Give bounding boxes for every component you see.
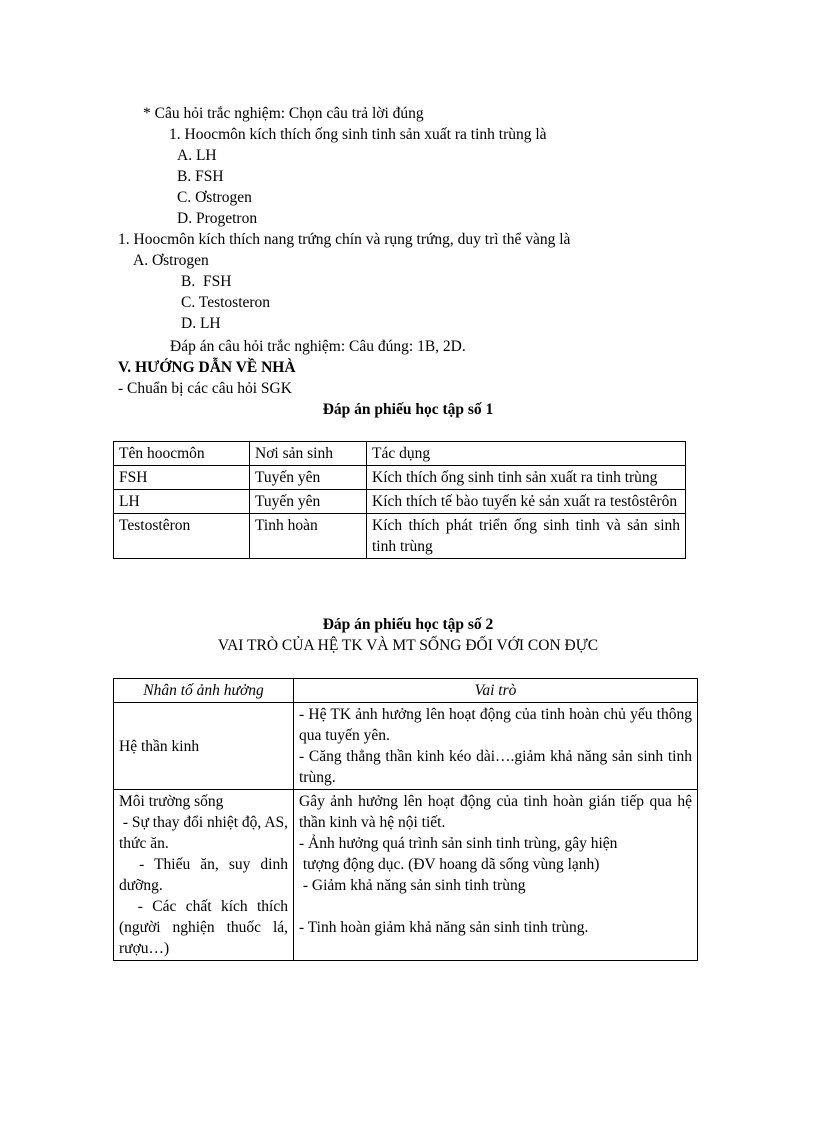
q2-option-a: A. Ơstrogen bbox=[133, 252, 209, 269]
role-line: - Ảnh hưởng quá trình sản sinh tinh trùng, gây hiện bbox=[299, 835, 618, 852]
effect-cell: Kích thích phát triển ống sinh tinh và sản sinh tinh trùng bbox=[367, 514, 686, 559]
table-row bbox=[114, 790, 698, 961]
table-row bbox=[114, 703, 698, 790]
hormone-cell: LH bbox=[114, 490, 250, 514]
factor-line: - Sự thay đổi nhiệt độ, AS, thức ăn. bbox=[119, 814, 292, 852]
role-line: - Giảm khả năng sản sinh tinh trùng bbox=[299, 877, 526, 894]
header-factor: Nhân tố ảnh hưởng bbox=[114, 679, 294, 703]
sheet-2-title: Đáp án phiếu học tập số 2 bbox=[322, 616, 494, 633]
table-row bbox=[114, 514, 686, 559]
section-5-item: - Chuẩn bị các câu hỏi SGK bbox=[118, 380, 292, 397]
hormone-cell: Testostêron bbox=[114, 514, 250, 559]
q1-option-c: C. Ơstrogen bbox=[177, 189, 252, 206]
sheet-1-title: Đáp án phiếu học tập số 1 bbox=[322, 401, 494, 418]
role-line: tượng động dục. (ĐV hoang dã sống vùng lạnh) bbox=[299, 856, 600, 873]
header-effect: Tác dụng bbox=[367, 442, 686, 466]
header-production-site: Nơi sản sinh bbox=[250, 442, 367, 466]
quiz-answer: Đáp án câu hỏi trắc nghiệm: Câu đúng: 1B, 2D. bbox=[170, 338, 466, 355]
table-header-row bbox=[114, 679, 698, 703]
section-5-title: V. HƯỚNG DẪN VỀ NHÀ bbox=[118, 359, 296, 376]
table-row bbox=[114, 490, 686, 514]
site-cell: Tuyến yên bbox=[250, 466, 367, 490]
role-cell bbox=[294, 790, 698, 961]
role-line: - Tinh hoàn giảm khả năng sản sinh tinh trùng. bbox=[299, 919, 589, 936]
sheet-2-subtitle: VAI TRÒ CỦA HỆ TK VÀ MT SỐNG ĐỐI VỚI CON ĐỰC bbox=[217, 637, 599, 654]
factor-cell: Hệ thần kinh bbox=[114, 703, 294, 790]
table-row bbox=[114, 466, 686, 490]
hormone-cell: FSH bbox=[114, 466, 250, 490]
q2-option-b: B. FSH bbox=[181, 273, 232, 290]
q1-option-d: D. Progetron bbox=[177, 210, 258, 227]
question-2: 1. Hoocmôn kích thích nang trứng chín và rụng trứng, duy trì thể vàng là bbox=[118, 231, 571, 248]
question-1: 1. Hoocmôn kích thích ống sinh tinh sản xuất ra tinh trùng là bbox=[169, 126, 547, 143]
q2-option-d: D. LH bbox=[181, 315, 221, 332]
role-line: - Hệ TK ảnh hưởng lên hoạt động của tinh hoàn chủ yếu thông qua tuyến yên. bbox=[299, 706, 692, 744]
header-role: Vai trò bbox=[294, 679, 698, 703]
factor-cell bbox=[114, 790, 294, 961]
factor-line: - Các chất kích thích (người nghiện thuốc lá, rượu…) bbox=[119, 898, 292, 957]
q1-option-b: B. FSH bbox=[177, 168, 224, 185]
header-hormone-name: Tên hoocmôn bbox=[114, 442, 250, 466]
sheet-1-table bbox=[113, 441, 686, 559]
table-header-row bbox=[114, 442, 686, 466]
site-cell: Tinh hoàn bbox=[250, 514, 367, 559]
factor-line: - Thiếu ăn, suy dinh dưỡng. bbox=[119, 856, 292, 894]
effect-cell: Kích thích ống sinh tinh sản xuất ra tinh trùng bbox=[367, 466, 686, 490]
factor-line: Môi trường sống bbox=[119, 793, 224, 810]
sheet-2-table bbox=[113, 678, 698, 961]
effect-cell: Kích thích tế bào tuyến kẻ sản xuất ra testôstêrôn bbox=[367, 490, 686, 514]
role-line: Gây ảnh hưởng lên hoạt động của tinh hoàn gián tiếp qua hệ thần kinh và hệ nội tiết. bbox=[299, 793, 692, 831]
q2-option-c: C. Testosteron bbox=[181, 294, 271, 311]
quiz-heading: * Câu hỏi trắc nghiệm: Chọn câu trả lời đúng bbox=[143, 105, 424, 122]
role-line: - Căng thẳng thần kinh kéo dài….giảm khả năng sản sinh tinh trùng. bbox=[299, 748, 692, 786]
role-cell bbox=[294, 703, 698, 790]
q1-option-a: A. LH bbox=[177, 147, 217, 164]
site-cell: Tuyến yên bbox=[250, 490, 367, 514]
